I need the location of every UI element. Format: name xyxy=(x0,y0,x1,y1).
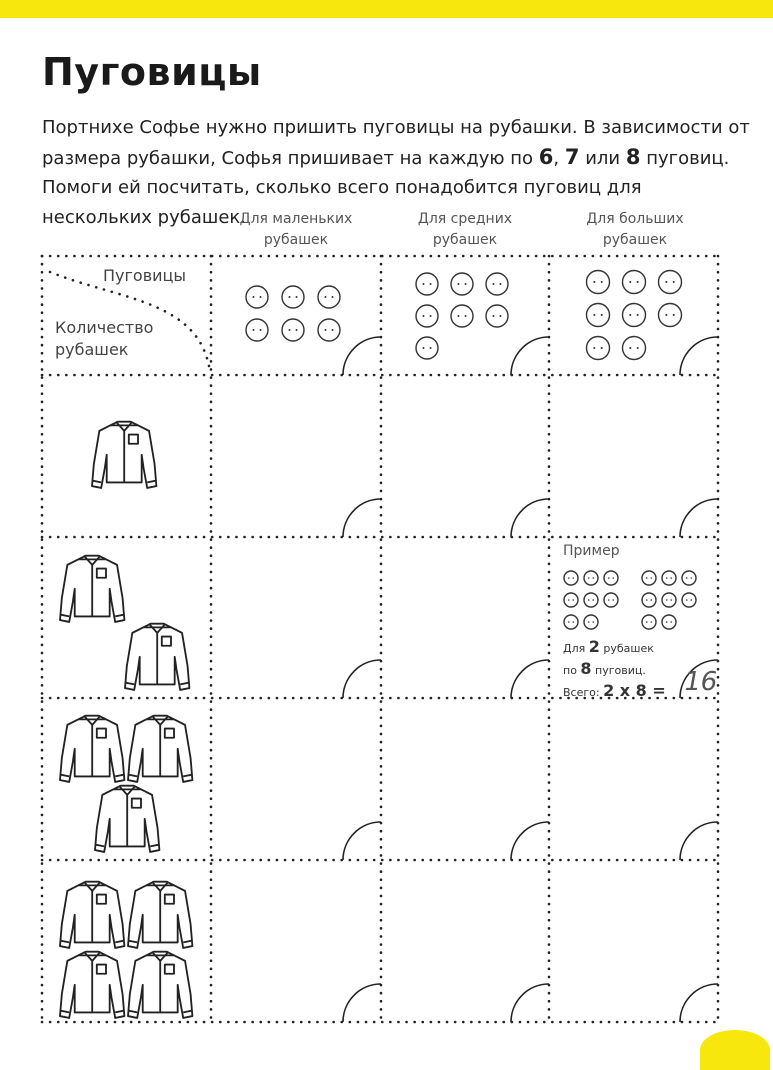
shirt-icon xyxy=(95,786,159,852)
shirt-icon xyxy=(60,716,124,782)
button-icon xyxy=(416,305,438,327)
button-hole xyxy=(629,347,631,349)
button-hole xyxy=(637,347,639,349)
shirt-icon xyxy=(125,624,189,690)
button-icon xyxy=(623,271,646,294)
intro-part-1: Портнихе Софье нужно пришить пуговицы на рубашки. В зависимости от размера рубашки, Софья пришивает на каждую по xyxy=(42,117,750,169)
button-hole xyxy=(492,283,494,285)
button-icon xyxy=(246,319,268,341)
button-hole xyxy=(422,315,424,317)
button-hole xyxy=(430,347,432,349)
page-corner-decoration xyxy=(700,1030,770,1070)
answer-circle xyxy=(680,984,718,1022)
intro-number-8: 8 xyxy=(625,144,641,169)
button-hole xyxy=(492,315,494,317)
example-shirts-number: 2 xyxy=(588,637,600,656)
button-hole xyxy=(288,296,290,298)
button-hole xyxy=(332,296,334,298)
button-hole xyxy=(601,314,603,316)
button-icon xyxy=(282,286,304,308)
column-header-line: рубашек xyxy=(432,232,498,248)
button-icon xyxy=(587,271,610,294)
intro-number-6: 6 xyxy=(538,144,554,169)
button-icon xyxy=(318,319,340,341)
answer-circle xyxy=(343,822,381,860)
shirt-icon xyxy=(128,716,192,782)
answer-circle xyxy=(511,337,549,375)
button-hole xyxy=(629,281,631,283)
button-hole xyxy=(430,283,432,285)
button-hole xyxy=(422,283,424,285)
answer-circle xyxy=(680,499,718,537)
button-hole xyxy=(500,315,502,317)
button-icon xyxy=(623,337,646,360)
button-hole xyxy=(296,329,298,331)
column-header-line: Для средних xyxy=(417,211,513,227)
example-buttons-number: 8 xyxy=(580,659,592,678)
column-header-line: Для больших xyxy=(586,211,684,227)
example-answer: 16 xyxy=(681,667,720,697)
answer-circle xyxy=(343,337,381,375)
example-text: по xyxy=(563,664,581,677)
button-hole xyxy=(637,281,639,283)
button-hole xyxy=(430,315,432,317)
example-text: рубашек xyxy=(599,642,654,655)
button-hole xyxy=(500,283,502,285)
button-hole xyxy=(601,281,603,283)
column-header-line: Для маленьких xyxy=(239,211,353,227)
button-icon xyxy=(486,273,508,295)
button-hole xyxy=(457,315,459,317)
button-icon xyxy=(246,286,268,308)
example-buttons-area xyxy=(563,559,723,637)
button-hole xyxy=(465,283,467,285)
example-text: Для xyxy=(563,642,589,655)
button-icon xyxy=(318,286,340,308)
button-hole xyxy=(465,315,467,317)
intro-sep-1: , xyxy=(553,147,565,169)
button-icon xyxy=(451,273,473,295)
answer-circle xyxy=(511,984,549,1022)
shirts-axis-label-1: Количество xyxy=(55,318,154,337)
button-hole xyxy=(601,347,603,349)
button-icon xyxy=(623,304,646,327)
button-hole xyxy=(260,296,262,298)
example-text: Всего: xyxy=(563,686,604,699)
answer-circle xyxy=(511,822,549,860)
button-hole xyxy=(422,347,424,349)
shirt-icon xyxy=(128,882,192,948)
button-icon xyxy=(659,304,682,327)
button-hole xyxy=(332,329,334,331)
example-text: пуговиц. xyxy=(591,664,646,677)
answer-circle xyxy=(680,822,718,860)
shirt-icon xyxy=(128,952,192,1018)
answer-circle xyxy=(343,660,381,698)
button-icon xyxy=(416,273,438,295)
button-hole xyxy=(252,296,254,298)
intro-number-7: 7 xyxy=(564,144,580,169)
answer-circle xyxy=(343,984,381,1022)
answer-circle xyxy=(680,337,718,375)
button-icon xyxy=(451,305,473,327)
shirt-icon xyxy=(60,556,124,622)
button-hole xyxy=(457,283,459,285)
button-hole xyxy=(593,281,595,283)
button-icon xyxy=(659,271,682,294)
answer-circle xyxy=(511,660,549,698)
example-line-1 xyxy=(563,637,723,659)
button-hole xyxy=(260,329,262,331)
intro-part-2: пуговиц. Помоги ей посчитать, сколько всего понадобится пуговиц для нескольких рубашек. xyxy=(42,147,730,228)
answer-circle xyxy=(511,499,549,537)
button-hole xyxy=(673,281,675,283)
button-hole xyxy=(252,329,254,331)
button-icon xyxy=(282,319,304,341)
button-hole xyxy=(665,281,667,283)
column-header-line: рубашек xyxy=(263,232,329,248)
button-hole xyxy=(593,347,595,349)
shirt-icon xyxy=(92,422,156,488)
page-title: Пуговицы xyxy=(42,50,262,94)
answer-circle xyxy=(343,499,381,537)
button-hole xyxy=(629,314,631,316)
column-header-line: рубашек xyxy=(602,232,668,248)
intro-sep-2: или xyxy=(579,147,626,169)
button-hole xyxy=(637,314,639,316)
button-hole xyxy=(673,314,675,316)
button-icon xyxy=(486,305,508,327)
shirts-axis-label-2: рубашек xyxy=(55,340,129,359)
button-icon xyxy=(587,304,610,327)
button-hole xyxy=(288,329,290,331)
example-expression: 2 x 8 = xyxy=(603,681,666,700)
button-hole xyxy=(296,296,298,298)
shirt-icon xyxy=(60,882,124,948)
buttons-axis-label: Пуговицы xyxy=(103,266,187,285)
button-hole xyxy=(665,314,667,316)
button-hole xyxy=(324,329,326,331)
button-hole xyxy=(593,314,595,316)
button-icon xyxy=(416,337,438,359)
button-hole xyxy=(324,296,326,298)
shirt-icon xyxy=(60,952,124,1018)
example-label: Пример xyxy=(563,543,620,559)
button-icon xyxy=(587,337,610,360)
